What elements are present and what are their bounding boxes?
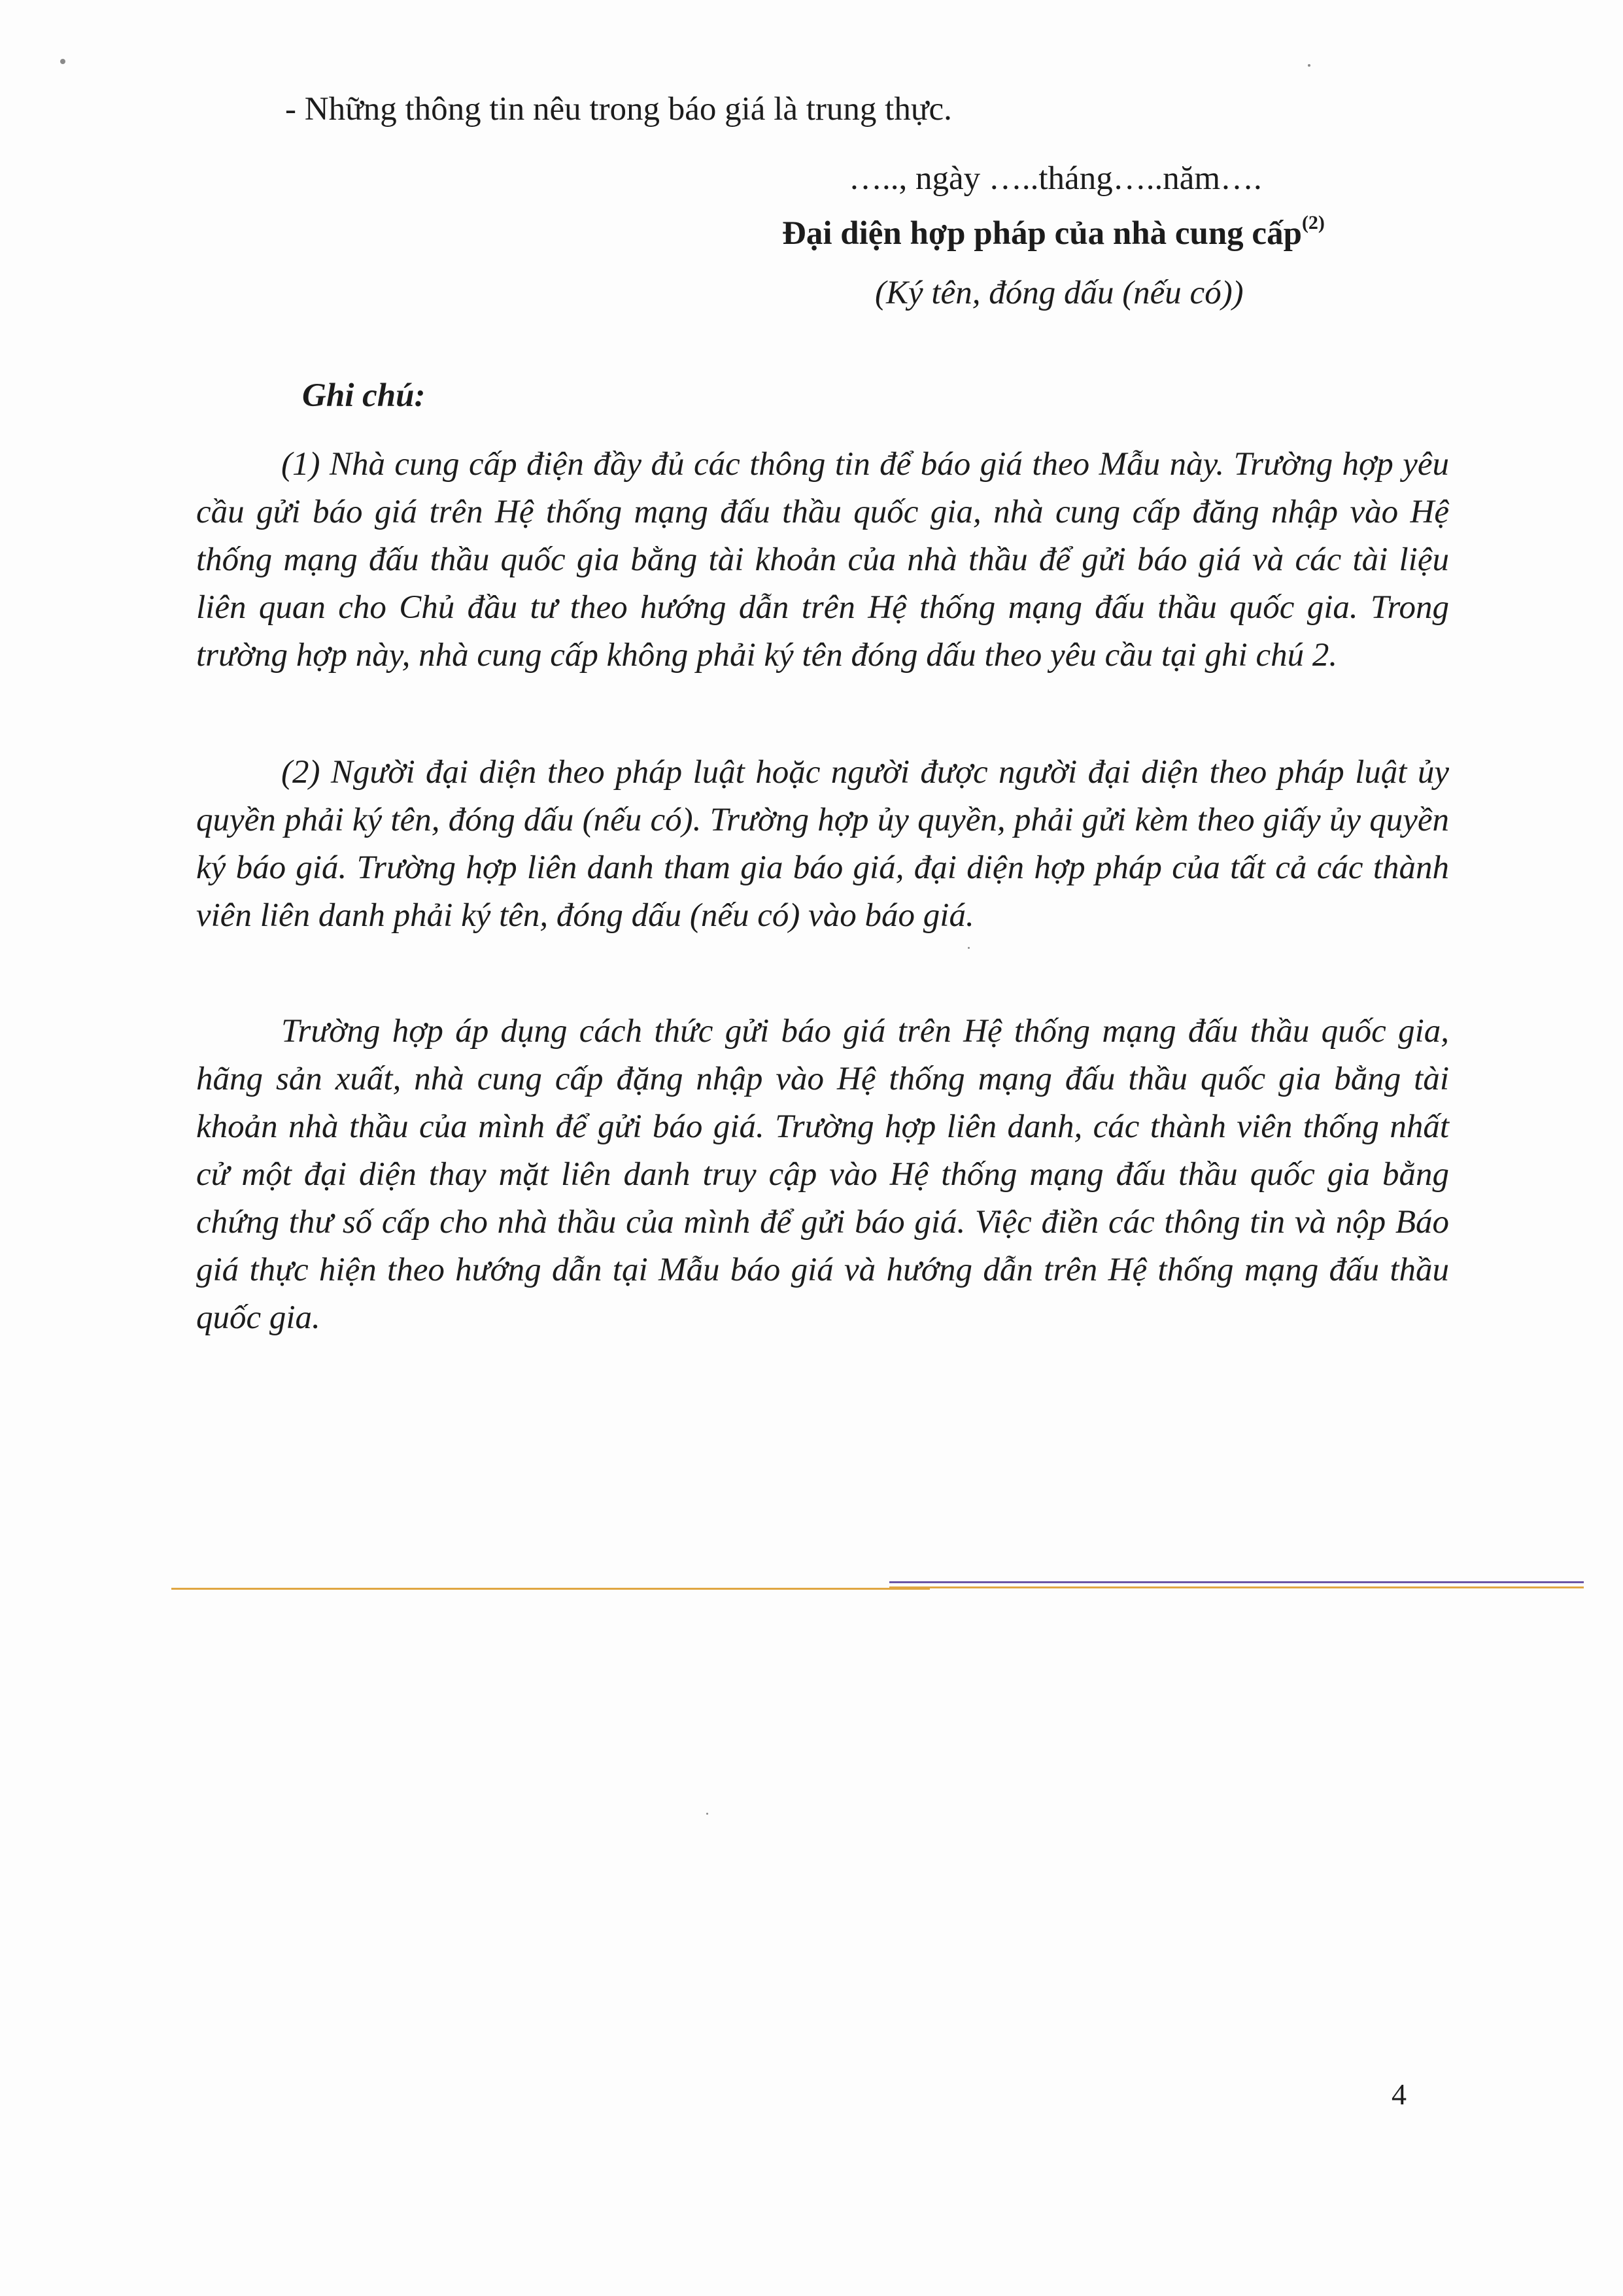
signer-title-text: Đại diện hợp pháp của nhà cung cấp xyxy=(782,215,1302,252)
note-paragraph-1: (1) Nhà cung cấp điện đầy đủ các thông tin để báo giá theo Mẫu này. Trường hợp yêu cầu gửi báo giá trên Hệ thống mạng đấu thầu quốc gia, nhà cung cấp đăng nhập vào Hệ thống mạng đấu thầu quốc gia bằng tài khoản của nhà thầu để gửi báo giá và các tài liệu liên quan cho Chủ đầu tư theo hướng dẫn trên Hệ thống mạng đấu thầu quốc gia. Trong trường hợp này, nhà cung cấp không phải ký tên đóng dấu theo yêu cầu tại ghi chú 2. xyxy=(196,446,1449,674)
date-line: ….., ngày …..tháng…..năm…. xyxy=(849,160,1262,197)
scan-speck xyxy=(1308,64,1310,67)
note-paragraph-3: Trường hợp áp dụng cách thức gửi báo giá trên Hệ thống mạng đấu thầu quốc gia, hãng sản xuất, nhà cung cấp đặng nhập vào Hệ thống mạng đấu thầu quốc gia bằng tài khoản nhà thầu của mình để gửi báo giá. Trường hợp liên danh, các thành viên thống nhất cử một đại diện thay mặt liên danh truy cập vào Hệ thống mạng đấu thầu quốc gia bằng chứng thư số cấp cho nhà thầu của mình để gửi báo giá. Việc điền các thông tin và nộp Báo giá thực hiện theo hướng dẫn tại Mẫu báo giá và hướng dẫn trên Hệ thống mạng đấu thầu quốc gia. xyxy=(196,1013,1449,1336)
scan-speck xyxy=(60,59,65,64)
footer-divider-right-bottom xyxy=(889,1586,1584,1588)
notes-heading: Ghi chú: xyxy=(302,377,426,414)
page-number: 4 xyxy=(1392,2078,1407,2111)
signer-title xyxy=(782,212,1325,252)
scan-speck xyxy=(968,947,970,949)
scan-speck xyxy=(706,1813,708,1815)
footer-divider-left xyxy=(171,1588,930,1590)
statement-line: - Những thông tin nêu trong báo giá là trung thực. xyxy=(285,91,952,128)
signature-instruction: (Ký tên, đóng dấu (nếu có)) xyxy=(875,275,1244,311)
signer-footnote-ref: (2) xyxy=(1301,212,1325,233)
footer-divider-right-top xyxy=(889,1581,1584,1583)
note-paragraph-2: (2) Người đại diện theo pháp luật hoặc người được người đại diện theo pháp luật ủy quyền phải ký tên, đóng dấu (nếu có). Trường hợp ủy quyền, phải gửi kèm theo giấy ủy quyền ký báo giá. Trường hợp liên danh tham gia báo giá, đại diện hợp pháp của tất cả các thành viên liên danh phải ký tên, đóng dấu (nếu có) vào báo giá. xyxy=(196,754,1449,934)
